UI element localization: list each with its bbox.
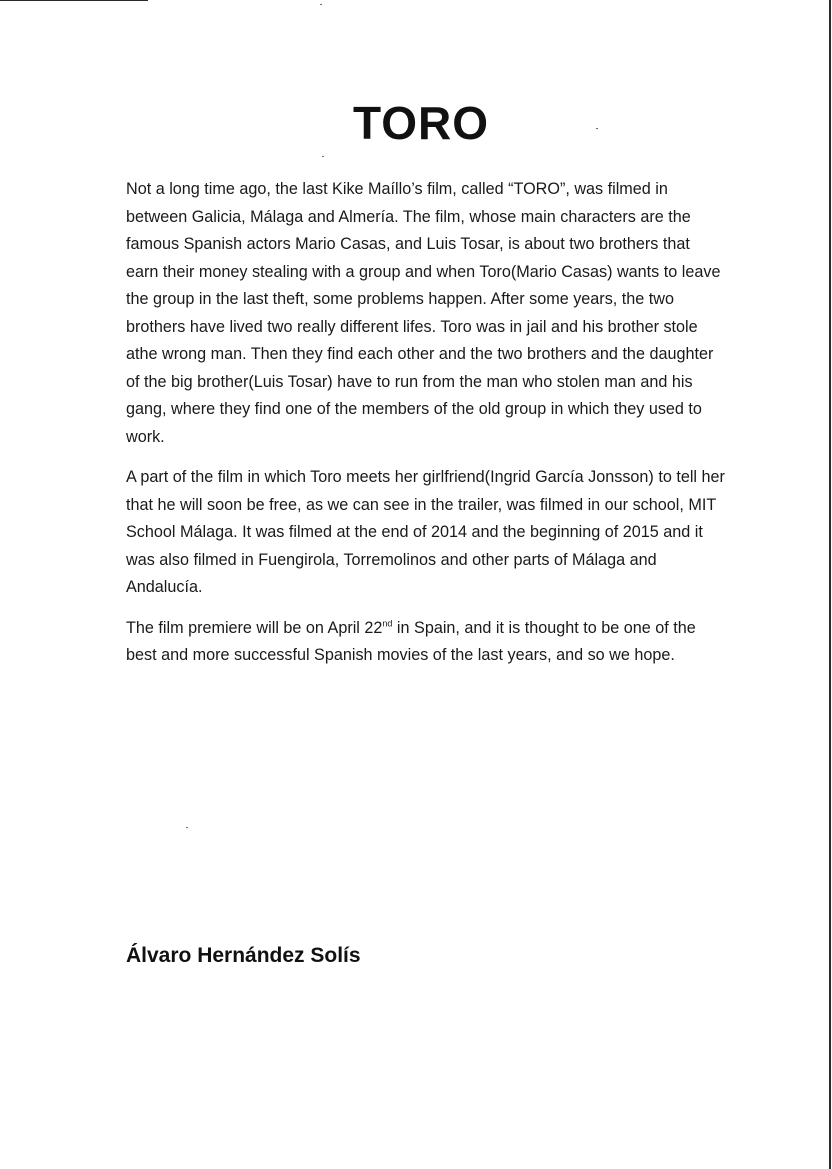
paragraph-2: A part of the film in which Toro meets her girlfriend(Ingrid García Jonsson) to tell her that he will soon be free, as we can see in the trailer, was filmed in our school, MIT School Málaga. It was filmed at the end of 2014 and the beginning of 2015 and it was also filmed in Fuengirola, Torremolinos and other parts of Málaga and Andalucía. — [126, 468, 725, 596]
article-body — [126, 176, 726, 683]
ordinal-suffix: nd — [382, 618, 393, 629]
scan-speck — [320, 4, 322, 5]
page-title: TORO — [352, 97, 490, 149]
scan-speck — [322, 156, 324, 157]
paragraph-1: Not a long time ago, the last Kike Maíllo’s film, called “TORO”, was filmed in between Galicia, Málaga and Almería. The film, whose main characters are the famous Spanish actors Mario Casas, and Luis Tosar, is about two brothers that earn their money stealing with a group and when Toro(Mario Casas) wants to leave the group in the last theft, some problems happen. After some years, the two brothers have lived two really different lifes. Toro was in jail and his brother stole athe wrong man. Then they find each other and the two brothers and the daughter of the big brother(Luis Tosar) have to run from the man who stolen man and his gang, where they find one of the members of the old group in which they used to work. — [126, 180, 721, 446]
scan-speck — [186, 827, 188, 828]
paragraph-3-start: The film premiere will be on April 22 — [126, 618, 383, 637]
author-name: Álvaro Hernández Solís — [126, 944, 361, 967]
paragraph-3-end: in Spain, and it is thought to be one of the best and more successful Spanish movies of the last years, and so we hope. — [126, 618, 696, 664]
scan-top-rule — [0, 0, 148, 1]
paragraph-3 — [126, 615, 726, 670]
scan-right-edge — [829, 0, 831, 1169]
